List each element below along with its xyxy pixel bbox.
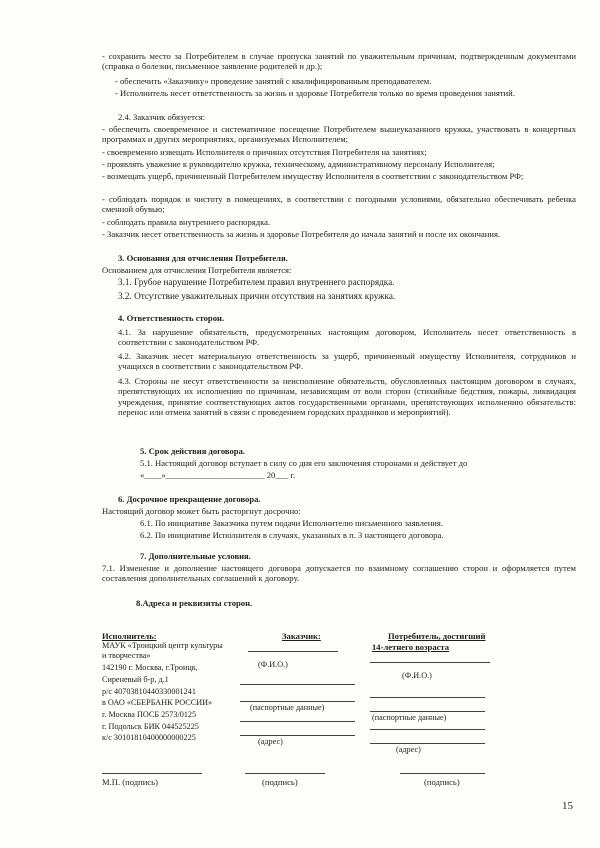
section-4-item-1: 4.1. За нарушение обязательств, предусмотренных настоящим договором, Исполнитель несет ответственность в соответствии с законодательством РФ. xyxy=(118,327,576,348)
consumer-passport-caption: (паспортные данные) xyxy=(372,713,447,722)
obligation-keep-place: - сохранить место за Потребителем в случае пропуска занятий по уважительным причинам, подтвержденным документами (справка о болезни, письменное заявление родителей и др.); xyxy=(102,51,576,72)
consumer-fio-line xyxy=(370,662,490,663)
section-3-item-1: 3.1. Грубое нарушение Потребителем правил внутреннего распорядка. xyxy=(118,277,395,287)
customer-fio-line xyxy=(248,651,338,652)
section-7-text: 7.1. Изменение и дополнение настоящего договора допускается по взаимному соглашению сторон и оформляется путем составления дополнительных соглашений к договору. xyxy=(102,563,576,584)
executor-line-5: р/с 40703810440330001241 xyxy=(102,687,196,696)
section-6-intro: Настоящий договор может быть расторгнут досрочно: xyxy=(102,506,301,516)
customer-passport-line xyxy=(240,701,355,702)
customer-line-2 xyxy=(240,684,355,685)
customer-obligation-rules: - соблюдать правила внутреннего распорядка. xyxy=(102,217,271,227)
consumer-passport-line xyxy=(370,711,485,712)
section-3-heading: 3. Основания для отчисления Потребителя. xyxy=(118,253,288,263)
section-6-item-1: 6.1. По инициативе Заказчика путем подачи Исполнителю письменного заявления. xyxy=(140,518,444,528)
consumer-title-line-1: Потребитель, достигший xyxy=(388,631,486,641)
section-5-text: 5.1. Настоящий договор вступает в силу со дня его заключения сторонами и действует до xyxy=(140,458,468,468)
section-6-heading: 6. Досрочное прекращение договора. xyxy=(118,494,261,504)
customer-obligation-cleanliness: - соблюдать порядок и чистоту в помещениях, в соответствии с погодными условиями, обязательно обеспечивать ребенка сменной обувью; xyxy=(102,194,576,215)
section-4-item-2: 4.2. Заказчик несет материальную ответственность за ущерб, причиненный имуществу Исполнителя, сотрудников и учащихся в соответствии с законодательством РФ. xyxy=(118,351,576,372)
section-8-heading: 8.Адреса и реквизиты сторон. xyxy=(136,598,253,608)
obligation-qualified-teacher: - обеспечить «Заказчику» проведение занятий с квалифицированным преподавателем. xyxy=(115,76,432,86)
executor-line-1: МАУК «Троицкий центр культуры xyxy=(102,641,223,650)
executor-signature-line xyxy=(102,773,202,774)
executor-line-3: 142190 г. Москва, г.Троицк, xyxy=(102,663,198,672)
customer-fio-caption: (Ф.И.О.) xyxy=(258,660,288,669)
customer-signature-caption: (подпись) xyxy=(262,777,298,787)
customer-obligation-responsibility: - Заказчик несет ответственность за жизнь и здоровье Потребителя до начала занятий и после их окончания. xyxy=(102,229,501,239)
executor-line-9: к/с 30101810400000000225 xyxy=(102,733,196,742)
customer-obligation-damage: - возмещать ущерб, причиненный Потребителем имуществу Исполнителя в соответствии с законодательством РФ; xyxy=(102,171,524,181)
section-3-intro: Основанием для отчисления Потребителя является: xyxy=(102,265,292,275)
section-4-item-3: 4.3. Стороны не несут ответственности за неисполнение обязательств, обусловленных настоящим договором в случаях, препятствующих их исполнению по причинам, независящим от воли сторон (стихийные бедствия, пожары, ликвидация учреждения, принятие соответствующих актов государственными органами, препятствующих исполнению обязательств: перенос или отмена занятий в связи с проведением городских праздников и мероприятий). xyxy=(118,376,576,418)
executor-line-4: Сиреневый б-р, д.1 xyxy=(102,675,169,684)
customer-obligation-notify: - своевременно извещать Исполнителя о причинах отсутствия Потребителя на занятиях; xyxy=(102,147,427,157)
customer-line-4 xyxy=(240,721,355,722)
executor-title: Исполнитель: xyxy=(102,631,157,641)
customer-obligation-respect: - проявлять уважение к руководителю кружка, техническому, административному персоналу Исполнителя; xyxy=(102,159,495,169)
section-4-heading: 4. Ответственность сторон. xyxy=(118,313,225,323)
executor-line-2: и творчества» xyxy=(102,651,151,660)
consumer-address-line xyxy=(370,743,485,744)
executor-stamp-signature: М.П. (подпись) xyxy=(102,777,158,787)
customer-signature-line xyxy=(245,773,325,774)
consumer-line-4 xyxy=(370,729,485,730)
customer-title: Заказчик: xyxy=(282,631,321,641)
executor-line-8: г. Подольск БИК 044525225 xyxy=(102,722,199,731)
page-number: 15 xyxy=(562,800,573,812)
consumer-address-caption: (адрес) xyxy=(396,745,421,754)
customer-obligations-heading: 2.4. Заказчик обязуется: xyxy=(118,112,206,122)
consumer-signature-caption: (подпись) xyxy=(424,777,460,787)
consumer-line-2 xyxy=(370,697,485,698)
section-6-item-2: 6.2. По инициативе Исполнителя в случаях, указанных в п. 3 настоящего договора. xyxy=(140,530,444,540)
section-3-item-2: 3.2. Отсутствие уважительных причин отсутствия на занятиях кружка. xyxy=(118,291,396,301)
section-5-heading: 5. Срок действия договора. xyxy=(140,446,246,456)
consumer-title-line-2: 14-летнего возраста xyxy=(372,642,450,652)
executor-line-7: г. Москва ПОСБ 2573/0125 xyxy=(102,710,197,719)
section-5-date-line: «____»_______________________ 20___ г. xyxy=(140,470,296,480)
executor-line-6: в ОАО «СБЕРБАНК РОССИИ» xyxy=(102,698,213,707)
consumer-signature-line xyxy=(400,773,485,774)
customer-address-line xyxy=(240,735,355,736)
customer-obligation-attendance: - обеспечить своевременное и систематичное посещение Потребителем вышеуказанного кружка, участвовать в концертных программах и других мероприятиях, организуемых Исполнителем; xyxy=(102,124,576,145)
consumer-fio-caption: (Ф.И.О.) xyxy=(402,671,432,680)
customer-passport-caption: (паспортные данные) xyxy=(250,703,325,712)
section-7-heading: 7. Дополнительные условия. xyxy=(140,551,251,561)
obligation-executor-responsibility: - Исполнитель несет ответственность за жизнь и здоровье Потребителя только во время проведения занятий. xyxy=(115,88,515,98)
customer-address-caption: (адрес) xyxy=(258,737,283,746)
